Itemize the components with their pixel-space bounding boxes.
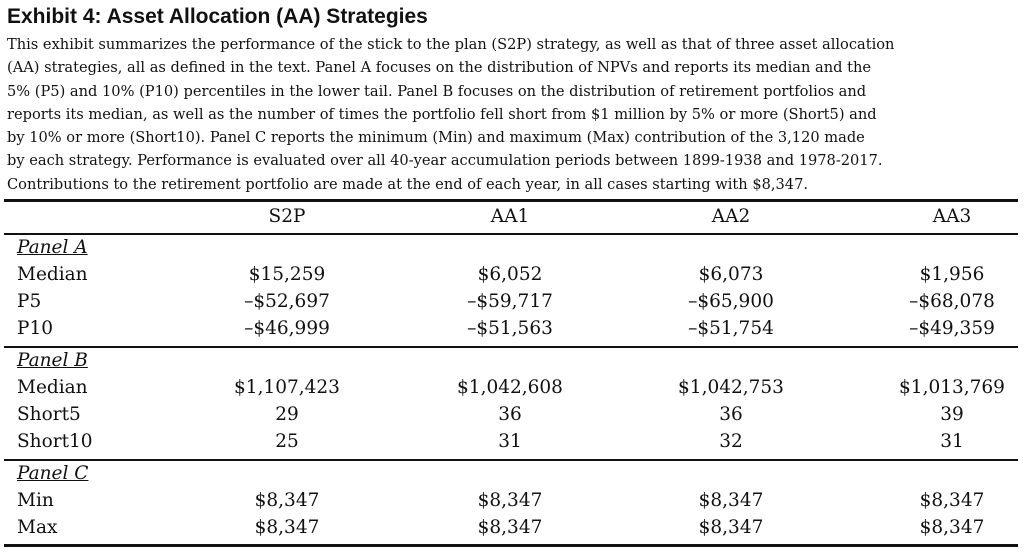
row-label: Median [17, 377, 88, 398]
row-label: P5 [17, 291, 42, 312]
table-cell: $8,347 [919, 517, 985, 538]
table-cell: $8,347 [477, 517, 543, 538]
table-cell: 32 [719, 431, 743, 452]
description-line: by 10% or more (Short10). Panel C reports the minimum (Min) and maximum (Max) contribution of the 3,120 made [7, 129, 865, 147]
description-line: by each strategy. Performance is evaluated over all 40-year accumulation periods between 1899-1938 and 1978-2017. [7, 152, 883, 170]
table-cell: 29 [275, 404, 299, 425]
table-top-rule [4, 199, 1018, 202]
panel-rule [4, 346, 1018, 348]
header-rule [4, 233, 1018, 235]
table-cell: $1,956 [919, 264, 985, 285]
column-header-aa1: AA1 [490, 206, 530, 227]
table-cell: –$68,078 [909, 291, 995, 312]
exhibit-title: Exhibit 4: Asset Allocation (AA) Strategies [7, 5, 428, 28]
table-cell: $6,052 [477, 264, 543, 285]
table-cell: –$46,999 [244, 318, 330, 339]
panel-b-label: Panel B [17, 350, 88, 371]
table-cell: –$51,754 [688, 318, 774, 339]
panel-a-label: Panel A [17, 237, 88, 258]
row-label: Median [17, 264, 88, 285]
table-cell: –$65,900 [688, 291, 774, 312]
panel-c-label: Panel C [17, 463, 89, 484]
table-cell: $8,347 [254, 490, 320, 511]
table-cell: $8,347 [698, 490, 764, 511]
table-cell: $1,107,423 [234, 377, 340, 398]
description-line: This exhibit summarizes the performance of the stick to the plan (S2P) strategy, as well as that of three asset allocation [7, 36, 895, 53]
table-cell: $6,073 [698, 264, 764, 285]
table-cell: $1,042,753 [678, 377, 784, 398]
description-line: (AA) strategies, all as defined in the text. Panel A focuses on the distribution of NPVs and reports its median and the [7, 59, 872, 77]
row-label: Max [17, 517, 58, 538]
table-cell: $8,347 [698, 517, 764, 538]
table-cell: 31 [940, 431, 964, 452]
table-cell: $8,347 [477, 490, 543, 511]
table-cell: –$49,359 [909, 318, 995, 339]
table-cell: –$52,697 [244, 291, 330, 312]
panel-rule [4, 459, 1018, 461]
description-line: 5% (P5) and 10% (P10) percentiles in the lower tail. Panel B focuses on the distribution of retirement portfolios and [7, 82, 867, 100]
row-label: P10 [17, 318, 53, 339]
table-cell: 25 [275, 431, 299, 452]
table-cell: $8,347 [254, 517, 320, 538]
description-line: Contributions to the retirement portfolio are made at the end of each year, in all cases starting with $8,347. [7, 175, 809, 193]
table-cell: $15,259 [248, 264, 326, 285]
table-cell: 39 [940, 404, 964, 425]
table-cell: –$51,563 [467, 318, 553, 339]
table-cell: 31 [498, 431, 522, 452]
description-line: reports its median, as well as the number of times the portfolio fell short from $1 million by 5% or more (Short5) and [7, 105, 877, 123]
table-cell: $8,347 [919, 490, 985, 511]
exhibit-description [7, 33, 1017, 196]
column-header-aa2: AA2 [711, 206, 751, 227]
column-header-aa3: AA3 [932, 206, 972, 227]
table-cell: $1,042,608 [457, 377, 563, 398]
table-cell: $1,013,769 [899, 377, 1005, 398]
row-label: Min [17, 490, 54, 511]
table-bottom-rule [4, 544, 1018, 547]
table-cell: 36 [498, 404, 522, 425]
table-cell: 36 [719, 404, 743, 425]
row-label: Short10 [17, 431, 93, 452]
row-label: Short5 [17, 404, 81, 425]
table-cell: –$59,717 [467, 291, 553, 312]
column-header-s2p: S2P [268, 206, 306, 227]
